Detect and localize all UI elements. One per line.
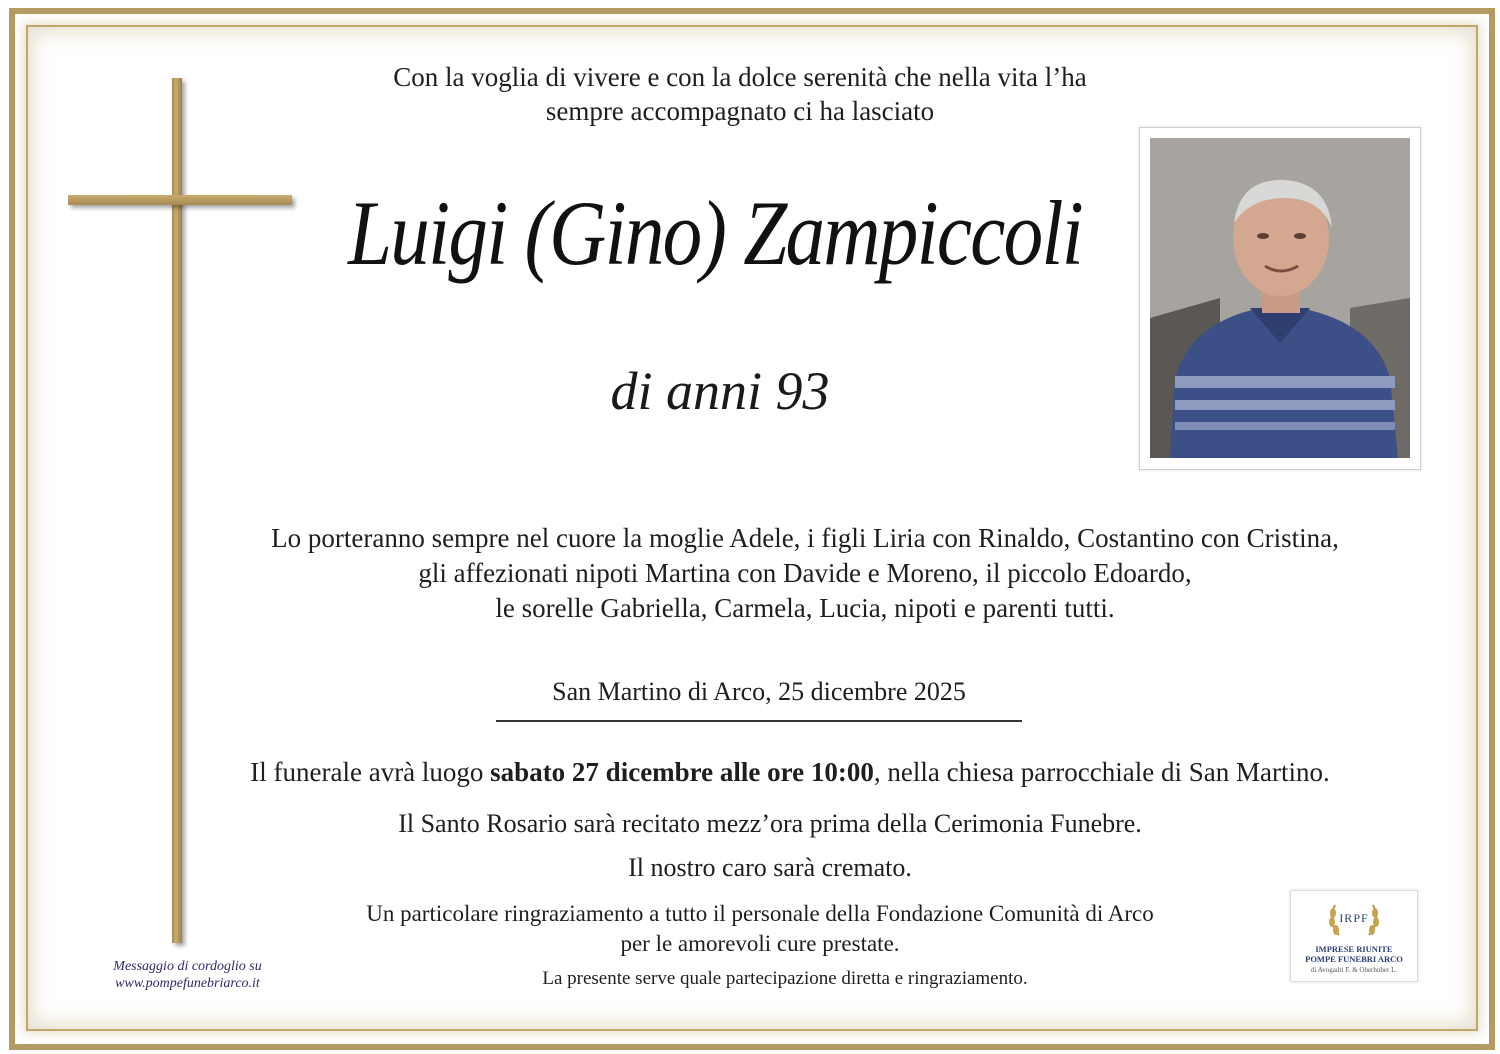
condolence-url-link[interactable]: www.pompefunebriarco.it	[115, 976, 260, 991]
deceased-name: Luigi (Gino) Zampiccoli	[347, 182, 1083, 284]
logo-line-2: POMPE FUNEBRI ARCO	[1305, 954, 1403, 964]
funeral-home-logo	[1290, 890, 1418, 982]
condolence-line-1: Messaggio di cordoglio su	[113, 959, 262, 974]
logo-abbreviation: IRPF	[1339, 911, 1369, 925]
funeral-suffix: , nella chiesa parrocchiale di San Martino.	[873, 757, 1330, 787]
thanks-line-1: Un particolare ringraziamento a tutto il personale della Fondazione Comunità di Arco	[366, 901, 1154, 926]
deceased-age: di anni 93	[610, 361, 830, 421]
logo-line-1: IMPRESE RIUNITE	[1315, 944, 1393, 954]
portrait-frame	[1139, 127, 1421, 470]
place-and-date: San Martino di Arco, 25 dicembre 2025	[552, 677, 966, 706]
intro-text	[300, 60, 1180, 128]
intro-line-2: sempre accompagnato ci ha lasciato	[545, 96, 935, 126]
funeral-info	[180, 757, 1400, 788]
participation-notice: La presente serve quale partecipazione diretta e ringraziamento.	[542, 968, 1028, 989]
funeral-when: sabato 27 dicembre alle ore 10:00	[490, 757, 874, 787]
rosary-info: Il Santo Rosario sarà recitato mezz’ora prima della Cerimonia Funebre.	[398, 809, 1142, 838]
thanks-line-2: per le amorevoli cure prestate.	[620, 931, 900, 956]
cremation-info: Il nostro caro sarà cremato.	[628, 853, 912, 882]
intro-line-1: Con la voglia di vivere e con la dolce serenità che nella vita l’ha	[393, 62, 1087, 92]
funeral-prefix: Il funerale avrà luogo	[250, 757, 491, 787]
cross-vertical-bar	[172, 78, 182, 943]
family-line-2: gli affezionati nipoti Martina con Davide e Moreno, il piccolo Edoardo,	[418, 558, 1192, 588]
condolence-message	[80, 958, 295, 992]
cross-horizontal-bar	[68, 195, 292, 205]
place-date-underline	[496, 720, 1022, 722]
portrait-illustration	[1150, 138, 1410, 458]
family-announcement	[200, 521, 1410, 626]
family-line-3: le sorelle Gabriella, Carmela, Lucia, nipoti e parenti tutti.	[495, 593, 1115, 623]
portrait-photo	[1150, 138, 1410, 458]
family-line-1: Lo porteranno sempre nel cuore la moglie Adele, i figli Liria con Rinaldo, Costantino con Cristina,	[271, 523, 1339, 553]
thanks-text	[260, 899, 1260, 959]
logo-line-3: di Avogadri F. & Oberhuber L.	[1310, 966, 1398, 974]
